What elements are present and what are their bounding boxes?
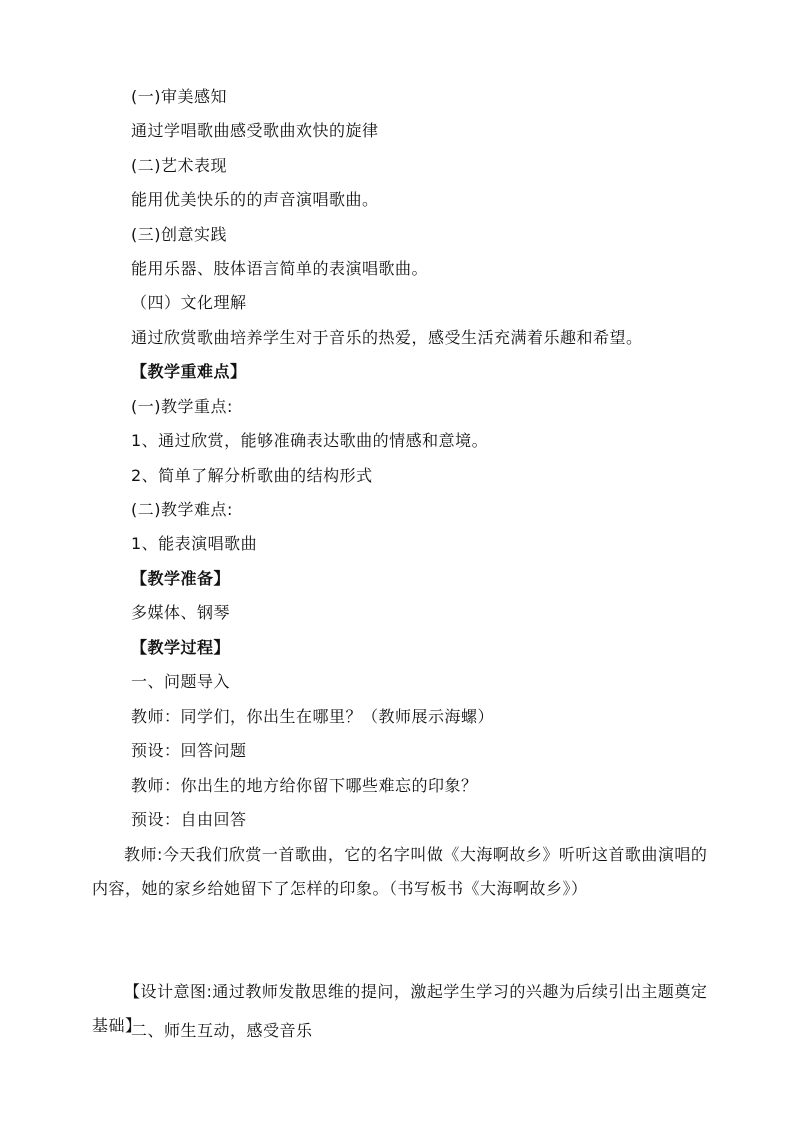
- section-heading-preparation: 【教学准备】: [131, 569, 231, 588]
- dialogue-line: 预设：回答问题: [131, 741, 247, 760]
- text-line: 多媒体、钢琴: [131, 603, 231, 622]
- heading-artistic-expression: (二)艺术表现: [131, 156, 227, 175]
- text-line: 通过欣赏歌曲培养学生对于音乐的热爱，感受生活充满着乐趣和希望。: [131, 328, 643, 347]
- dialogue-line: 预设：自由回答: [131, 810, 247, 829]
- subheading-step-two: 二、师生互动，感受音乐: [131, 1021, 313, 1040]
- dialogue-line: 教师：你出生的地方给你留下哪些难忘的印象？: [131, 776, 478, 795]
- list-item: 1、能表演唱歌曲: [131, 534, 258, 553]
- dialogue-line: 教师：同学们，你出生在哪里？（教师展示海螺）: [131, 707, 495, 726]
- list-item: 2、简单了解分析歌曲的结构形式: [131, 466, 373, 485]
- section-heading-process: 【教学过程】: [131, 638, 231, 657]
- heading-aesthetic-perception: (一)审美感知: [131, 87, 227, 106]
- subheading-teaching-difficulty: (二)教学难点:: [131, 500, 233, 519]
- list-item: 1、通过欣赏，能够准确表达歌曲的情感和意境。: [131, 431, 489, 450]
- text-line: 通过学唱歌曲感受歌曲欢快的旋律: [131, 121, 379, 140]
- section-heading-key-points: 【教学重难点】: [131, 362, 247, 381]
- subheading-teaching-focus: (一)教学重点:: [131, 397, 233, 416]
- subheading-step-one: 一、问题导入: [131, 672, 231, 691]
- heading-cultural-understanding: （四）文化理解: [131, 293, 247, 312]
- text-line: 能用乐器、肢体语言简单的表演唱歌曲。: [131, 259, 429, 278]
- paragraph-teacher-intro: 教师:今天我们欣赏一首歌曲，它的名字叫做《大海啊故乡》听听这首歌曲演唱的内容，她的家乡给她留下了怎样的印象。（书写板书《大海啊故乡》）: [92, 845, 708, 898]
- text-line: 能用优美快乐的的声音演唱歌曲。: [131, 190, 379, 209]
- paragraph-design-intent: 【设计意图:通过教师发散思维的提问，激起学生学习的兴趣为后续引出主题奠定基础】: [92, 982, 708, 1035]
- heading-creative-practice: (三)创意实践: [131, 225, 227, 244]
